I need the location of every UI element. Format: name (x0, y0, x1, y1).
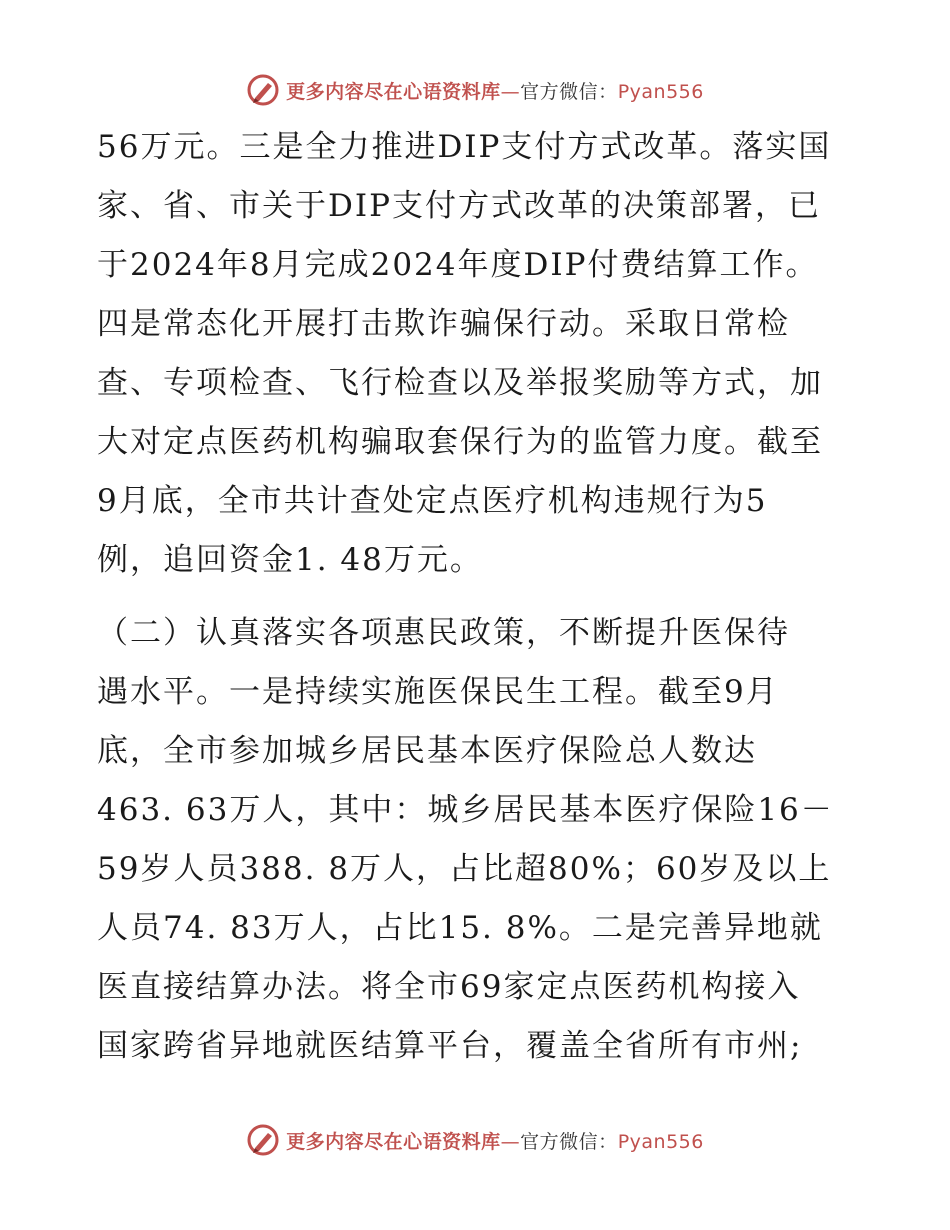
text-line: 医直接结算办法。将全市69家定点医药机构接入 (97, 969, 801, 1005)
text-line: 查、专项检查、飞行检查以及举报奖励等方式，加 (97, 365, 823, 401)
paragraph-gap (97, 590, 857, 604)
text-line: 463. 63万人，其中：城乡居民基本医疗保险16－ (97, 792, 834, 828)
text-line: 9月底，全市共计查处定点医疗机构违规行为5 (97, 483, 768, 519)
watermark-official: 官方微信： (520, 80, 618, 103)
footer-watermark (0, 1120, 950, 1160)
text-line: 于2024年8月完成2024年度DIP付费结算工作。 (97, 247, 819, 283)
text-line: 四是常态化开展打击欺诈骗保行动。采取日常检 (97, 306, 790, 342)
text-line: 国家跨省异地就医结算平台，覆盖全省所有市州; (97, 1028, 803, 1064)
pen-logo-icon (246, 1123, 280, 1157)
header-watermark (0, 70, 950, 110)
text-line: （二）认真落实各项惠民政策，不断提升医保待 (97, 615, 790, 651)
watermark-dash: — (500, 1130, 521, 1153)
watermark-text (286, 1127, 704, 1154)
paragraph-1 (97, 118, 857, 590)
document-body (97, 118, 857, 1076)
text-line: 56万元。三是全力推进DIP支付方式改革。落实国 (97, 129, 832, 165)
watermark-official: 官方微信： (520, 1130, 618, 1153)
paragraph-2 (97, 604, 857, 1076)
text-line: 例，追回资金1. 48万元。 (97, 542, 483, 578)
text-line: 家、省、市关于DIP支付方式改革的决策部署，已 (97, 188, 821, 224)
pen-logo-icon (246, 73, 280, 107)
watermark-brand: 更多内容尽在心语资料库 (286, 80, 501, 103)
watermark-brand: 更多内容尽在心语资料库 (286, 1130, 501, 1153)
watermark-id: Pyan556 (617, 1130, 704, 1153)
text-line: 大对定点医药机构骗取套保行为的监管力度。截至 (97, 424, 823, 460)
text-line: 底，全市参加城乡居民基本医疗保险总人数达 (97, 733, 757, 769)
text-line: 人员74. 83万人，占比15. 8%。二是完善异地就 (97, 910, 823, 946)
watermark-text (286, 77, 704, 104)
text-line: 59岁人员388. 8万人，占比超80%；60岁及以上 (97, 851, 832, 887)
watermark-id: Pyan556 (617, 80, 704, 103)
text-line: 遇水平。一是持续实施医保民生工程。截至9月 (97, 674, 779, 710)
watermark-dash: — (500, 80, 521, 103)
